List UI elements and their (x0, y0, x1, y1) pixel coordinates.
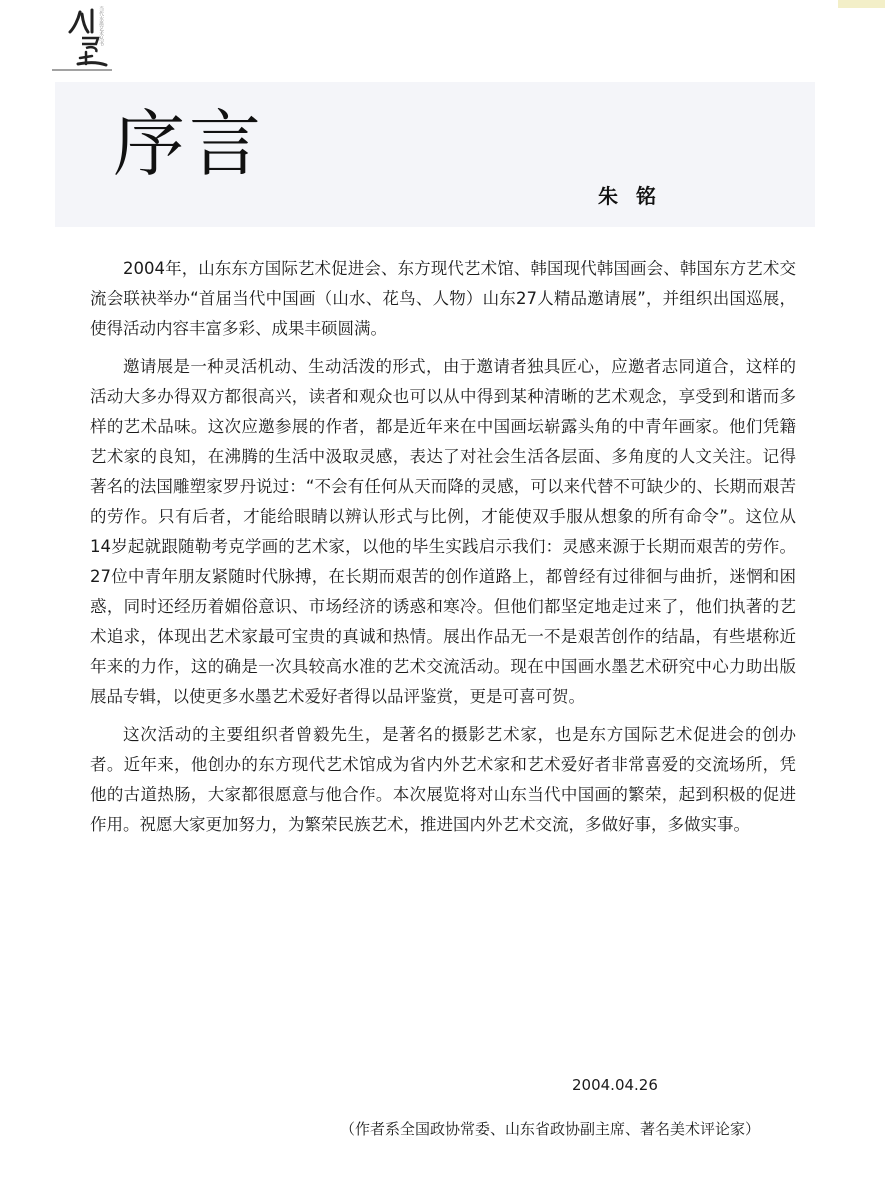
logo-vertical-caption: 当代水墨艺术丛书 (98, 6, 104, 46)
date: 2004.04.26 (572, 1076, 658, 1094)
author-note: （作者系全国政协常委、山东省政协副主席、著名美术评论家） (340, 1120, 761, 1138)
paragraph: 邀请展是一种灵活机动、生动活泼的形式，由于邀请者独具匠心，应邀者志同道合，这样的活动大多办得双方都很高兴，读者和观众也可以从中得到某种清晰的艺术观念，享受到和谐而多样的艺术品味。这次应邀参展的作者，都是近年来在中国画坛崭露头角的中青年画家。他们凭籍艺术家的良知，在沸腾的生活中汲取灵感，表达了对社会生活各层面、多角度的人文关注。记得著名的法国雕塑家罗丹说过：“不会有任何从天而降的灵感，可以来代替不可缺少的、长期而艰苦的劳作。只有后者，才能给眼睛以辨认形式与比例，才能使双手服从想象的所有命令”。这位从14岁起就跟随勒考克学画的艺术家，以他的毕生实践启示我们：灵感来源于长期而艰苦的劳作。27位中青年朋友紧随时代脉搏，在长期而艰苦的创作道路上，都曾经有过徘徊与曲折，迷惘和困惑，同时还经历着媚俗意识、市场经济的诱惑和寒冷。但他们都坚定地走过来了，他们执著的艺术追求，体现出艺术家最可宝贵的真诚和热情。展出作品无一不是艰苦创作的结晶，有些堪称近年来的力作，这的确是一次具较高水准的艺术交流活动。现在中国画水墨艺术研究中心力助出版展品专辑，以使更多水墨艺术爱好者得以品评鉴赏，更是可喜可贺。 (90, 357, 796, 706)
author-name: 朱铭 (598, 184, 674, 208)
corner-color-mark (838, 0, 885, 8)
paragraph: 这次活动的主要组织者曾毅先生，是著名的摄影艺术家，也是东方国际艺术促进会的创办者。近年来，他创办的东方现代艺术馆成为省内外艺术家和艺术爱好者非常喜爱的交流场所，凭他的古道热肠，大家都很愿意与他合作。本次展览将对山东当代中国画的繁荣，起到积极的促进作用。祝愿大家更加努力，为繁荣民族艺术，推进国内外艺术交流，多做好事，多做实事。 (90, 725, 796, 834)
body-text (90, 254, 796, 848)
paragraph: 2004年，山东东方国际艺术促进会、东方现代艺术馆、韩国现代韩国画会、韩国东方艺术交流会联袂举办“首届当代中国画（山水、花鸟、人物）山东27人精品邀请展”，并组织出国巡展，使得活动内容丰富多彩、成果丰硕圆满。 (90, 259, 796, 338)
page-title: 序言 (113, 102, 266, 186)
